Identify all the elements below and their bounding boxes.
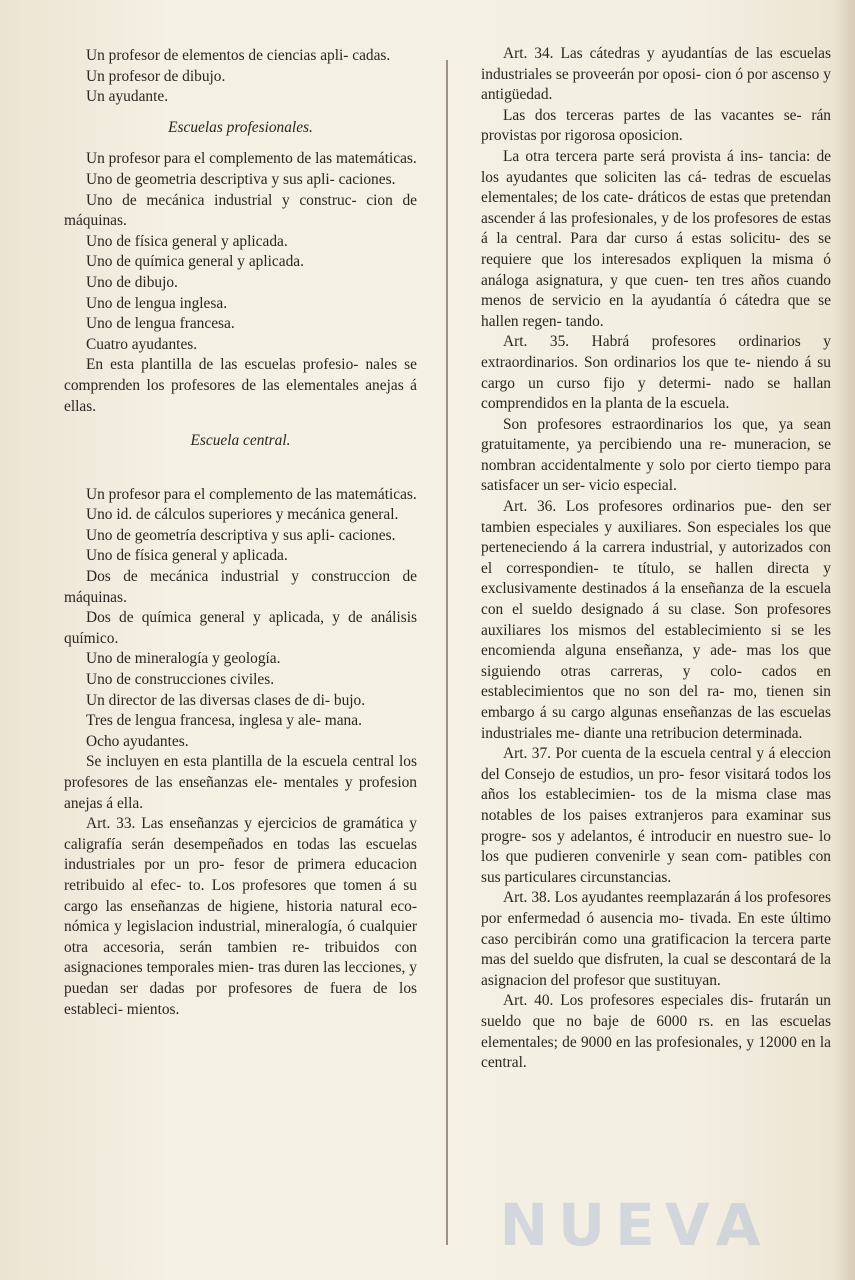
- list-item: Uno de mecánica industrial y construc- cion de máquinas.: [64, 191, 417, 230]
- article-33-paragraph: Art. 33. Las enseñanzas y ejercicios de gramática y caligrafía serán desempeñados en todas las escuelas industriales por un pro- fesor de primera educacion retribuido al efec- to. Los profesores que tomen á su cargo las enseñanzas de higiene, historia natural eco- nómica y legislacion industrial, mineralogía, ó cualquier otra accesoria, serán tambien re- tribuidos con asignaciones temporales mien- tras duren las lecciones, y puedan ser dadas por profesores de fuera de los estableci- mientos.: [64, 815, 417, 1018]
- list-item: Un profesor de elementos de ciencias apli- cadas.: [86, 47, 391, 64]
- list-item: Ocho ayudantes.: [86, 732, 189, 750]
- article-36-paragraph: Art. 36. Los profesores ordinarios pue- den ser tambien especiales y auxiliares. Son especiales los que perteneciendo á la carrera industrial, y autorizados con el correspondien- te título, se hallen directa y exclusivamente destinados á la enseñanza de la escuela con el sueldo designado á su clase. Son profesores auxiliares los mismos del establecimiento si se les encomienda alguna enseñanza, y ade- mas los que siguiendo otras carreras, y colo- cados en establecimientos que no son del ra- mo, tienen sin embargo á su cargo algunas enseñanzas de las escuelas industriales me- diante una retribucion determinada.: [481, 498, 831, 742]
- paragraph: Se incluyen en esta plantilla de la escuela central los profesores de las enseñanzas ele- mentales y profesion anejas á ella.: [64, 753, 417, 812]
- section-heading-escuela-central: Escuela central.: [190, 432, 291, 450]
- list-item: Uno id. de cálculos superiores y mecánica general.: [86, 506, 399, 524]
- paragraph: La otra tercera parte será provista á ins- tancia: de los ayudantes que soliciten las cá- tedras de escuelas elementales; de los cate- dráticos de estas que pretendan ascender á las profesionales, y de los profesores de estas á la central. Para dar curso á estas solicitu- des se requiere que los interesados expliquen la misma ó análoga asignatura, y que cuen- ten tres años cuando menos de servicio en la ayudantía ó cátedra que se hallen regen- tando.: [481, 147, 831, 330]
- list-item: Un director de las diversas clases de di- bujo.: [86, 691, 366, 709]
- list-item: Uno de construcciones civiles.: [86, 671, 275, 689]
- section-heading-escuelas-profesionales: Escuelas profesionales.: [168, 118, 313, 136]
- list-item: Uno de lengua francesa.: [86, 315, 235, 333]
- list-item: Un profesor para el complemento de las matemáticas.: [86, 485, 417, 503]
- paragraph: Son profesores estraordinarios los que, ya sean gratuitamente, ya percibiendo una re- muneracion, se nombran accidentalmente y solo por cierto tiempo para satisfacer un ser- vicio especial.: [481, 415, 831, 495]
- article-34-paragraph: Art. 34. Las cátedras y ayudantías de las escuelas industriales se proveerán por oposi- cion ó por ascenso y antigüedad.: [481, 45, 831, 104]
- library-watermark-stamp: NUEVA: [499, 1191, 771, 1259]
- left-text-column: [64, 46, 417, 1020]
- list-item: Uno de geometría descriptiva y sus apli- caciones.: [86, 526, 396, 544]
- list-item: Un ayudante.: [86, 88, 169, 106]
- list-item: Dos de química general y aplicada, y de análisis químico.: [64, 609, 417, 647]
- list-item: Uno de geometria descriptiva y sus apli- caciones.: [86, 170, 396, 188]
- list-item: Uno de física general y aplicada.: [86, 547, 288, 565]
- list-item: Uno de química general y aplicada.: [86, 253, 304, 271]
- column-divider: [446, 60, 448, 1245]
- list-item: Dos de mecánica industrial y construccion de máquinas.: [64, 568, 417, 606]
- list-item: Uno de lengua inglesa.: [86, 294, 228, 312]
- list-item: Uno de mineralogía y geología.: [86, 650, 281, 668]
- right-text-column: [481, 44, 831, 1074]
- paragraph: Las dos terceras partes de las vacantes se- rán provistas por rigorosa oposicion.: [481, 106, 831, 145]
- list-item: Uno de física general y aplicada.: [86, 232, 288, 250]
- list-item: Un profesor para el complemento de las matemáticas.: [86, 150, 417, 168]
- list-item: Un profesor de dibujo.: [86, 67, 226, 85]
- article-37-paragraph: Art. 37. Por cuenta de la escuela central y á eleccion del Consejo de estudios, un pro- fesor visitará todos los años los establecimien- tos de la misma clase mas notables de los paises extranjeros para examinar sus progre- sos y adelantos, é introducir en nuestro sue- lo los que pudieren convenirle y sean com- patibles con sus particulares circunstancias.: [481, 745, 831, 886]
- article-35-paragraph: Art. 35. Habrá profesores ordinarios y extraordinarios. Son ordinarios los que te- niendo á su cargo un curso fijo y determi- nado se hallan comprendidos en la planta de la escuela.: [481, 333, 831, 413]
- article-38-paragraph: Art. 38. Los ayudantes reemplazarán á los profesores por enfermedad ó ausencia mo- tivada. En este último caso percibirán como una gratificacion la tercera parte mas del sueldo que disfruten, la cual se descontará de la asignacion del profesor que sustituyan.: [481, 889, 831, 989]
- paragraph: En esta plantilla de las escuelas profesio- nales se comprenden los profesores de las elementales anejas á ellas.: [64, 356, 417, 415]
- list-item: Tres de lengua francesa, inglesa y ale- mana.: [86, 712, 362, 730]
- article-40-paragraph: Art. 40. Los profesores especiales dis- frutarán un sueldo que no baje de 6000 rs. en las escuelas elementales; de 9000 en las profesionales, y 12000 en la central.: [481, 992, 831, 1072]
- list-item: Cuatro ayudantes.: [86, 335, 198, 353]
- list-item: Uno de dibujo.: [86, 273, 178, 291]
- page-edge-shadow: [833, 0, 855, 1280]
